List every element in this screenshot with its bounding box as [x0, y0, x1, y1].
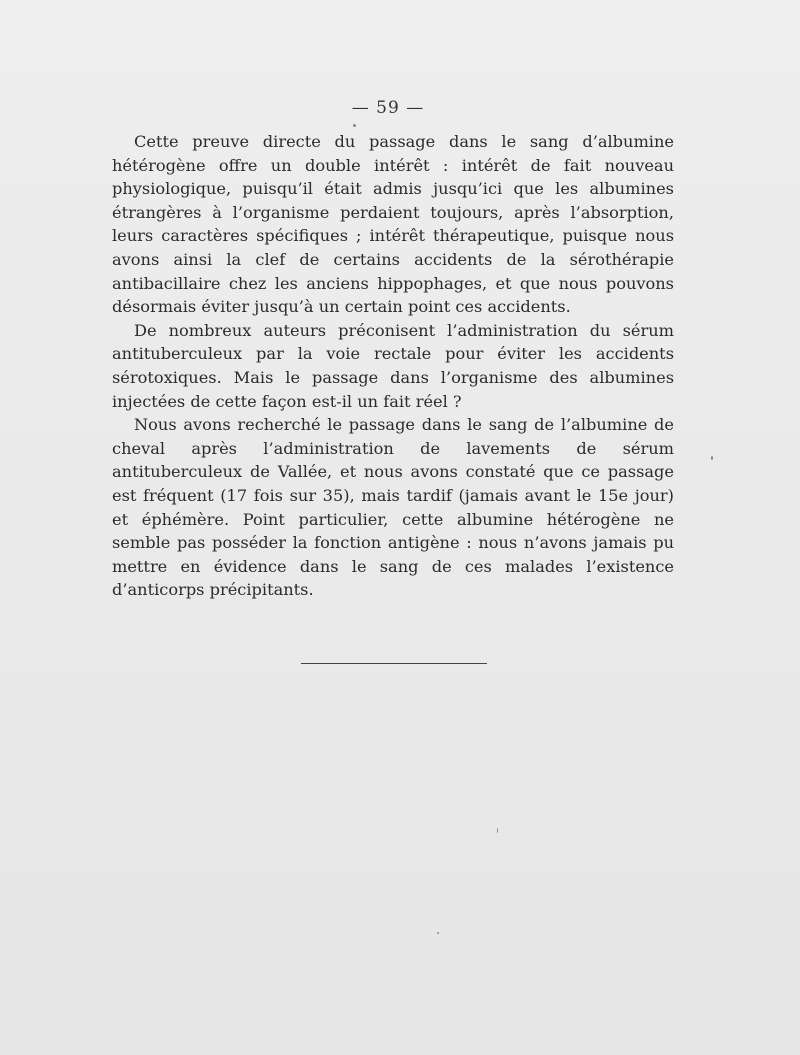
- paragraph-1: Cette preuve directe du passage dans le sang d’albumine hétérogène offre un double intérêt : intérêt de fait nouveau physiologique, puisqu’il était admis jusqu’ici que les albumines étrangères à l’organisme perdaient toujours, après l’absorption, leurs caractères spécifiques ; intérêt thérapeutique, puisque nous avons ainsi la clef de certains accidents de la sérothérapie antibacillaire chez les anciens hippophages, et que nous pouvons désormais éviter jusqu’à un certain point ces accidents.: [112, 132, 674, 317]
- end-rule: [301, 663, 487, 664]
- paper-speck: [711, 456, 713, 460]
- paragraph-2: De nombreux auteurs préconisent l’administration du sérum antituberculeux par la voie rectale pour éviter les accidents sérotoxiques. Mais le passage dans l’organisme des albumines injectées de cette façon est-il un fait réel ?: [112, 320, 674, 411]
- body-text: [112, 130, 674, 602]
- paper-speck: [353, 124, 356, 127]
- paper-speck: [497, 828, 498, 833]
- page-number: — 59 —: [351, 98, 425, 118]
- paper-speck: [437, 932, 439, 934]
- paragraph-3: Nous avons recherché le passage dans le sang de l’albumine de cheval après l’administration de lavements de sérum antituberculeux de Vallée, et nous avons constaté que ce passage est fréquent (17 fois sur 35), mais tardif (jamais avant le 15e jour) et éphémère. Point particulier, cette albumine hétérogène ne semble pas posséder la fonction antigène : nous n’avons jamais pu mettre en évidence dans le sang de ces malades l’existence d’anticorps précipitants.: [112, 415, 674, 600]
